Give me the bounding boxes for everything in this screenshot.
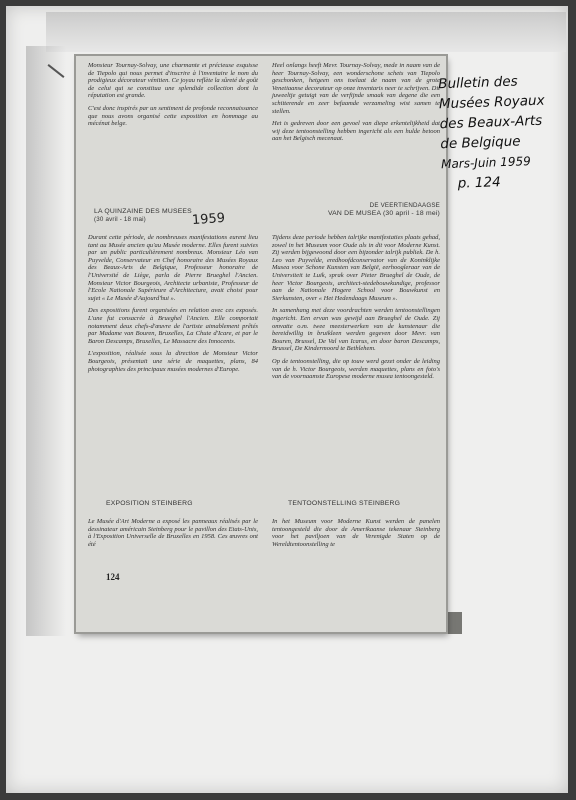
annotation-line: Mars-Juin 1959	[440, 154, 531, 172]
right-heading-title-b: VAN DE MUSEA	[327, 210, 381, 217]
handwritten-year: 1959	[191, 210, 226, 229]
left-p1: Durant cette période, de nombreuses manifestations eurent lieu tant au Musée ancien qu'au Musée moderne. Elles furent suivies par un public particulièrement nombreux. Monsieur Léo van Puyvelde, Conservateur en Chef honoraire des Musées Royaux des Beaux-Arts de Belgique, Professeur honoraire de l'Université de Liège, parla de Pierre Brueghel l'Ancien. Monsieur Victor Bourgeois, Architecte urbaniste, Professeur de l'Ecole Nationale Supérieure d'Architecture, avait choisi pour sujet « Le Musée d'Aujourd'hui ».	[88, 234, 258, 302]
right-body	[272, 234, 440, 386]
page-number: 124	[106, 572, 120, 582]
right-heading-title: DE VEERTIENDAAGSE	[369, 202, 440, 209]
annotation-line: des Beaux-Arts	[439, 112, 543, 133]
scan-shadow-left	[26, 46, 66, 636]
left-intro2: C'est donc inspirés par un sentiment de profonde reconnaissance que nous avons organisé cette exposition en hommage au mécénat belge.	[88, 104, 258, 128]
left-p3: L'exposition, réalisée sous la direction de Monsieur Victor Bourgeois, présentait une série de maquettes, plans, 84 photographies des principaux musées modernes d'Europe.	[88, 350, 258, 373]
left-heading	[94, 208, 254, 224]
annotation-line: de Belgique	[440, 133, 521, 153]
right-heading2: TENTOONSTELLING STEINBERG	[288, 500, 401, 507]
scan-shadow-top	[46, 12, 566, 52]
right-intro2: Het is gedreven door een gevoel van diepe erkentelijkheid dat wij deze tentoonstelling hebben ingericht als een hulde betoon aan het Belgisch mecenaat.	[272, 120, 440, 143]
newspaper-clipping	[76, 56, 446, 632]
annotation-line: Musées Royaux	[438, 92, 545, 113]
left-body	[88, 234, 258, 378]
right-column	[272, 62, 440, 148]
scanned-page	[6, 6, 568, 793]
left-heading-dates: (30 avril - 18 mai)	[94, 216, 146, 223]
right-p4: In het Museum voor Moderne Kunst werden de panelen tentoongesteld die door de Amerikaanse tekenaar Steinberg voor het paviljoen van de Verenigde Staten op de Wereldtentoonstelling te	[272, 518, 440, 548]
left-column	[88, 62, 258, 133]
left-p4: Le Musée d'Art Moderne a exposé les panneaux réalisés par le dessinateur américain Steinberg pour le pavillon des Etats-Unis, à l'Exposition Universelle de Bruxelles en 1958. Ces œuvres ont été	[88, 518, 258, 548]
right-heading	[272, 202, 440, 218]
left-heading-title: LA QUINZAINE DES MUSEES	[94, 208, 192, 215]
left-heading2: EXPOSITION STEINBERG	[106, 500, 193, 507]
annotation-line: p. 124	[457, 174, 501, 192]
right-body2	[272, 518, 440, 553]
right-p1: Tijdens deze periode hebben talrijke manifestaties plaats gehad, zowel in het Museum voor Oude als in dit voor Moderne Kunst. Zij werden bijgewoond door een bijzonder talrijk publiek. De h. Leo van Puyvelde, eredhoofdconservator van de Koninklijke Musea voor Schone Kunsten van België, eerhoogleraar van de Universiteit te Luik, sprak over Pieter Brueghel de Oude, de heer Victor Bourgeois, architect-stedebouwkundige, professor aan de Nationale Hogere School voor Bouwkunst en Sierkunsten, over « Het Hedendaags Museum ».	[272, 234, 440, 302]
handwritten-annotation	[438, 70, 572, 194]
left-p2: Des expositions furent organisées en relation avec ces exposés. L'une fut consacrée à Brueghel l'Ancien. Elle comportait notamment deux chefs-d'œuvre de l'artiste aimablement prêtés par Madame van Bouren, Bruxelles, La Chute d'Icare, et par le Baron Descamps, Bruxelles, Le Massacre des Innocents.	[88, 307, 258, 345]
right-p3: Op de tentoonstelling, die op touw werd gezet onder de leiding van de h. Victor Bourgeois, werden maquettes, plans en foto's van de voornaamste Europese moderne musea tentoongesteld.	[272, 357, 440, 381]
right-p2: In samenhang met deze voordrachten werden tentoonstellingen ingericht. Een ervan was gewijd aan Brueghel de Oude. Zij omvatte o.m. twee meesterwerken van de kunstenaar die bereidwillig in bruikleen werden gegeven door Mevr. van Bouren, Brussel, De Val van Icarus, en door baron Descamps, Brussel, De Kindermoord te Bethlehem.	[272, 307, 440, 353]
left-intro: Monsieur Tournay-Solvay, une charmante et précieuse esquisse de Tiepolo qui nous permet d'inscrire à l'inventaire le nom du prodigieux décorateur vénitien. Ce joyau reflète la sûreté de goût de celui qui se constitua une splendide collection dont la réputation est grande.	[88, 62, 258, 100]
right-intro: Heel onlangs heeft Mevr. Tournay-Solvay, mede in naam van de heer Tournay-Solvay, een wonderschone schets van Tiepolo geschonken, hetgeen ons toelaat de naam van de grote Venetiaanse decorateur op onze inventaris neer te schrijven. Dit juweeltje getuigt van de verfijnde smaak van degene die een schitterende en zeer befaamde verzameling wist samen te stellen.	[272, 62, 440, 115]
annotation-line: Bulletin des	[438, 73, 518, 93]
right-heading-dates: (30 april - 18 mei)	[382, 210, 440, 217]
left-body2	[88, 518, 258, 553]
